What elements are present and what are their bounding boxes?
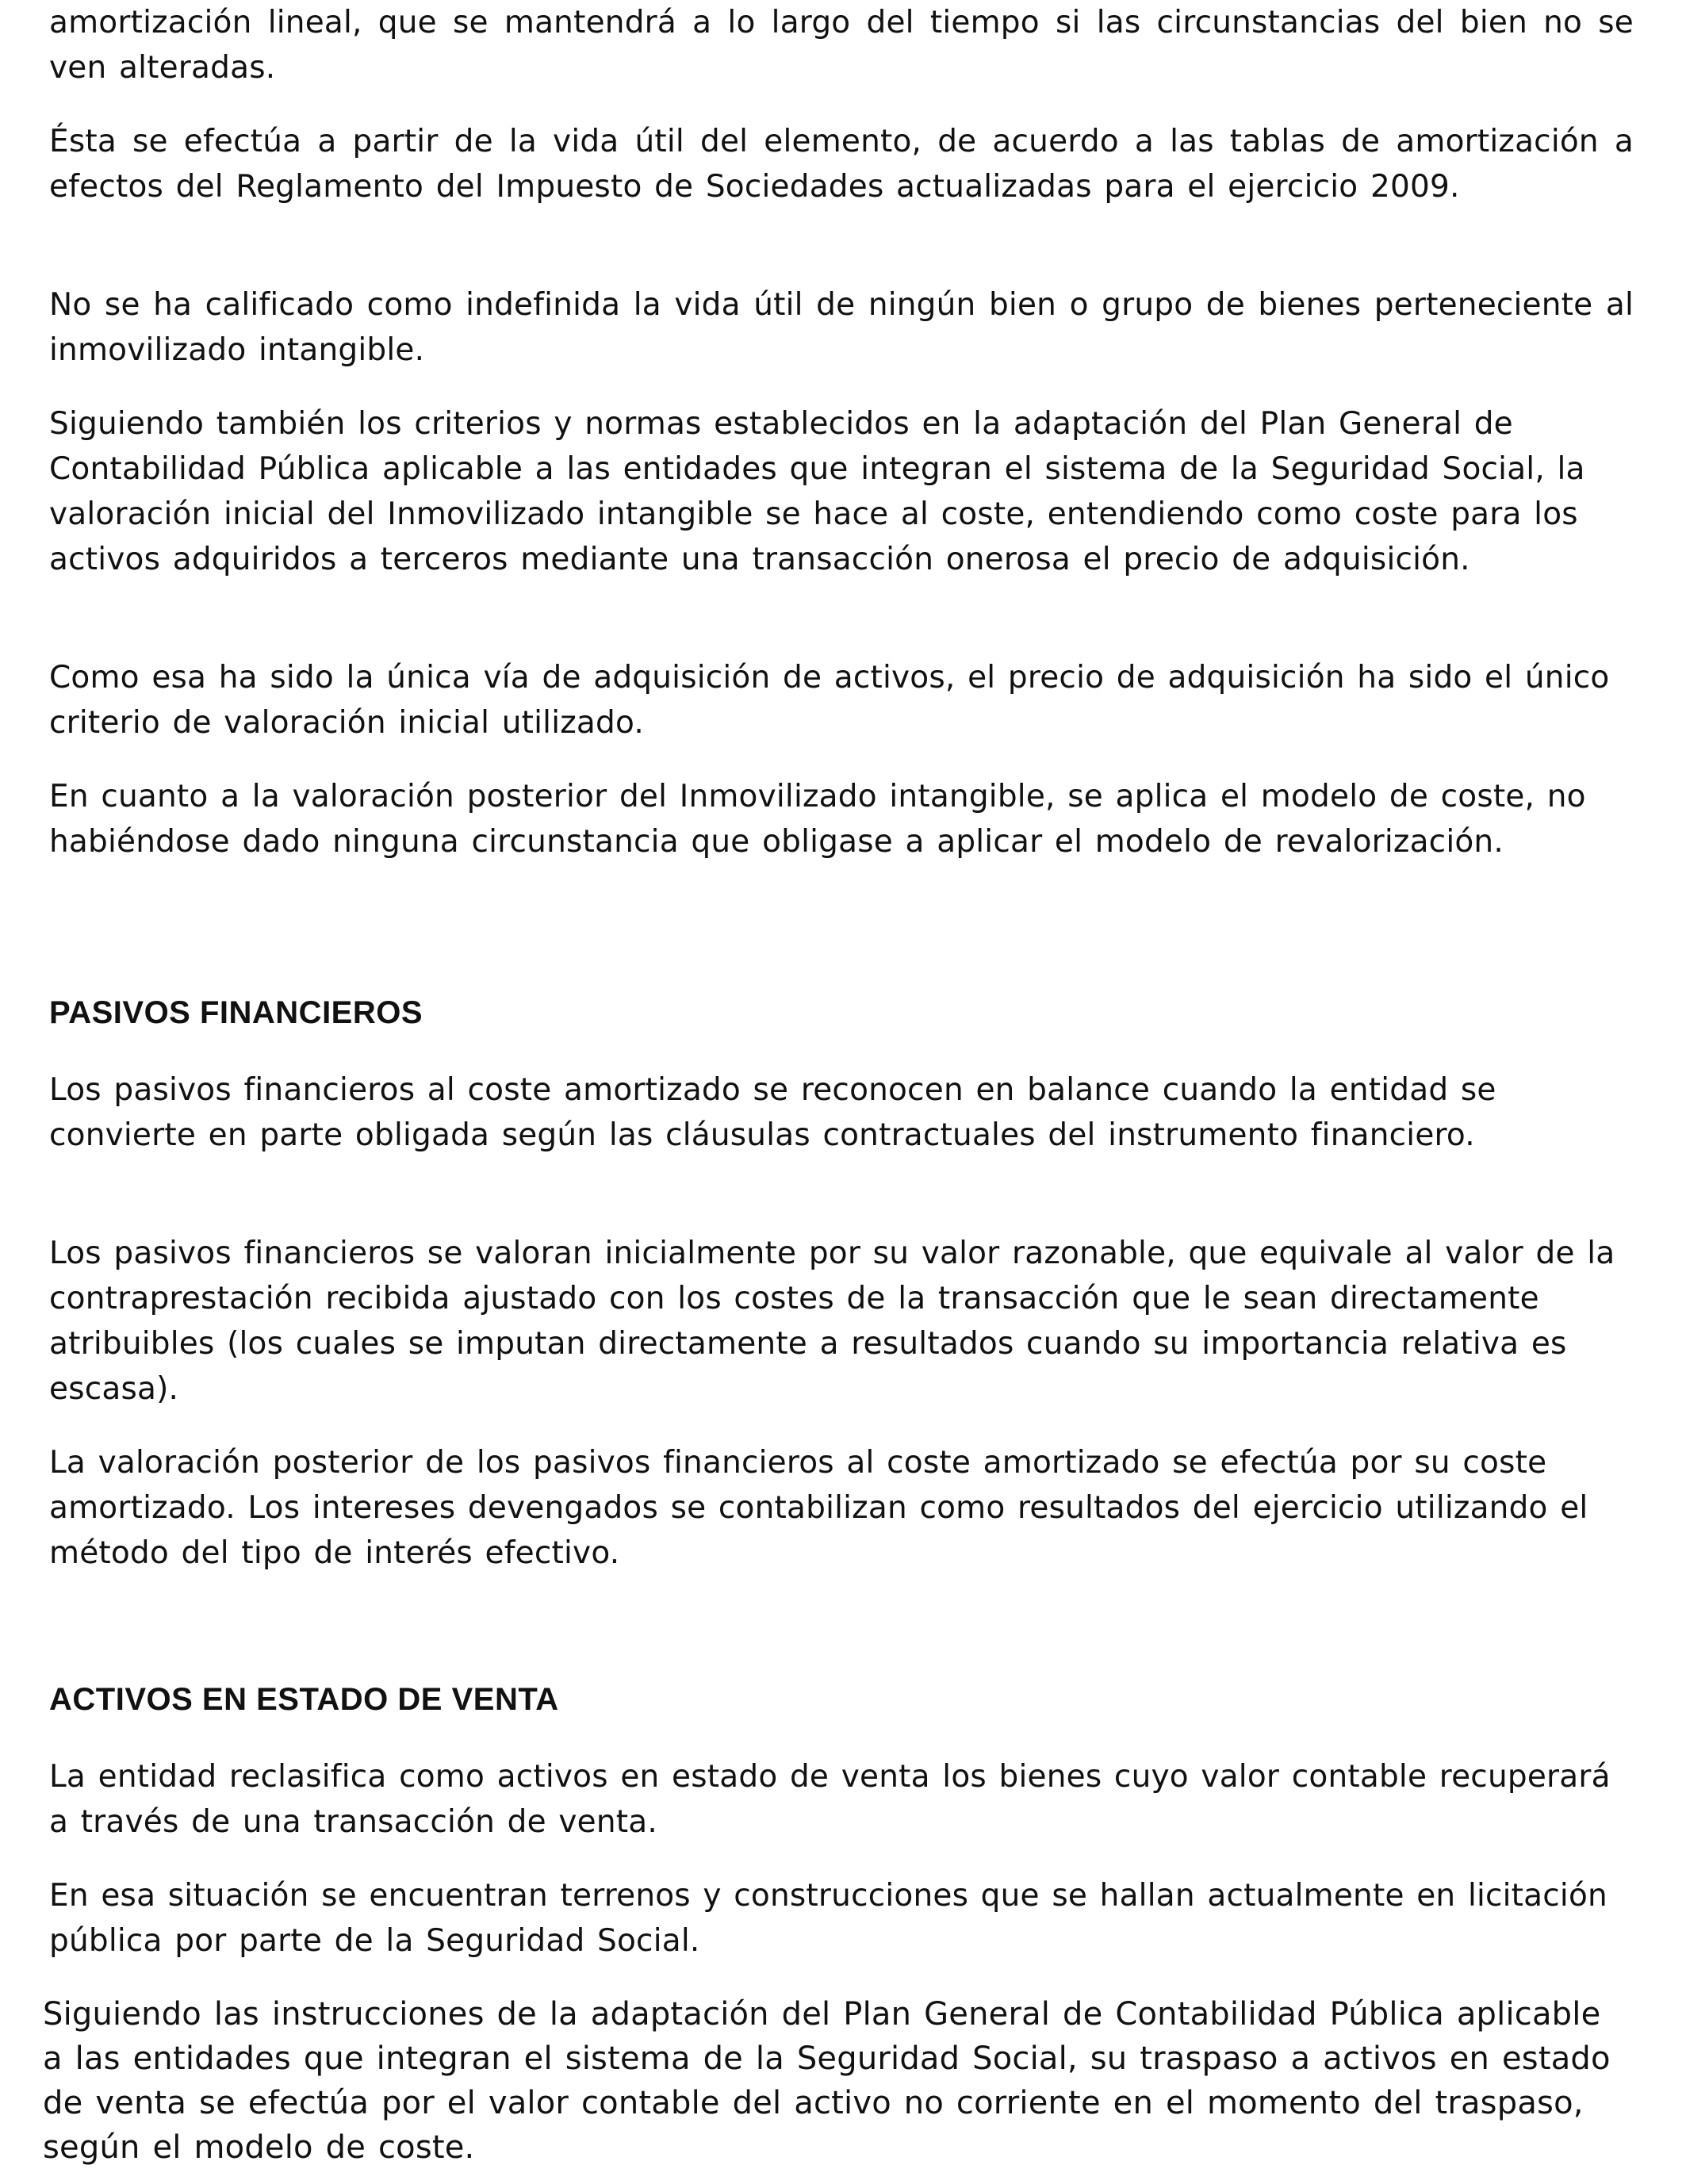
heading-activos-estado-venta: ACTIVOS EN ESTADO DE VENTA — [49, 1682, 559, 1717]
heading-pasivos-financieros: PASIVOS FINANCIEROS — [49, 995, 423, 1030]
paragraph-pasivos-valoracion-inicial: Los pasivos financieros se valoran inicialmente por su valor razonable, que equivale al valor de la contraprestación recibida ajustado con los costes de la transacción que le sean directamente atribuibles (los cuales se imputan directamente a resultados cuando su importancia relativa es escasa). — [49, 1236, 1615, 1407]
paragraph-vida-util: Ésta se efectúa a partir de la vida útil del elemento, de acuerdo a las tablas de amortización a efectos del Reglamento del Impuesto de Sociedades actualizadas para el ejercicio 2009. — [49, 124, 1634, 205]
paragraph-activos-licitacion: En esa situación se encuentran terrenos y construcciones que se hallan actualmente en licitación pública por parte de la Seguridad Social. — [49, 1878, 1607, 1959]
paragraph-vida-indefinida: No se ha calificado como indefinida la vida útil de ningún bien o grupo de bienes perteneciente al inmovilizado intangible. — [49, 287, 1634, 368]
paragraph-pasivos-reconocimiento: Los pasivos financieros al coste amortizado se reconocen en balance cuando la entidad se convierte en parte obligada según las cláusulas contractuales del instrumento financiero. — [49, 1072, 1496, 1153]
paragraph-valoracion-inicial: Siguiendo también los criterios y normas establecidos en la adaptación del Plan General de Contabilidad Pública aplicable a las entidades que integran el sistema de la Seguridad Social, la valoración inicial del Inmovilizado intangible se hace al coste, entendiendo como coste para los activos adquiridos a terceros mediante una transacción onerosa el precio de adquisición. — [49, 406, 1585, 577]
paragraph-pasivos-valoracion-posterior: La valoración posterior de los pasivos financieros al coste amortizado se efectúa por su coste amortizado. Los intereses devengados se contabilizan como resultados del ejercicio utilizando el método del tipo de interés efectivo. — [49, 1445, 1588, 1571]
paragraph-activos-reclasificacion: La entidad reclasifica como activos en estado de venta los bienes cuyo valor contable recuperará a través de una transacción de venta. — [49, 1759, 1611, 1840]
paragraph-activos-traspaso: Siguiendo las instrucciones de la adaptación del Plan General de Contabilidad Pública aplicable a las entidades que integran el sistema de la Seguridad Social, su traspaso a activos en estado de venta se efectúa por el valor contable del activo no corriente en el momento del traspaso, según el modelo de coste. — [43, 1996, 1611, 2166]
paragraph-amortizacion-lineal: amortización lineal, que se mantendrá a lo largo del tiempo si las circunstancias del bien no se ven alteradas. — [49, 5, 1634, 86]
paragraph-precio-adquisicion: Como esa ha sido la única vía de adquisición de activos, el precio de adquisición ha sido el único criterio de valoración inicial utilizado. — [49, 660, 1610, 741]
paragraph-valoracion-posterior: En cuanto a la valoración posterior del Inmovilizado intangible, se aplica el modelo de coste, no habiéndose dado ninguna circunstancia que obligase a aplicar el modelo de revalorización. — [49, 779, 1586, 860]
